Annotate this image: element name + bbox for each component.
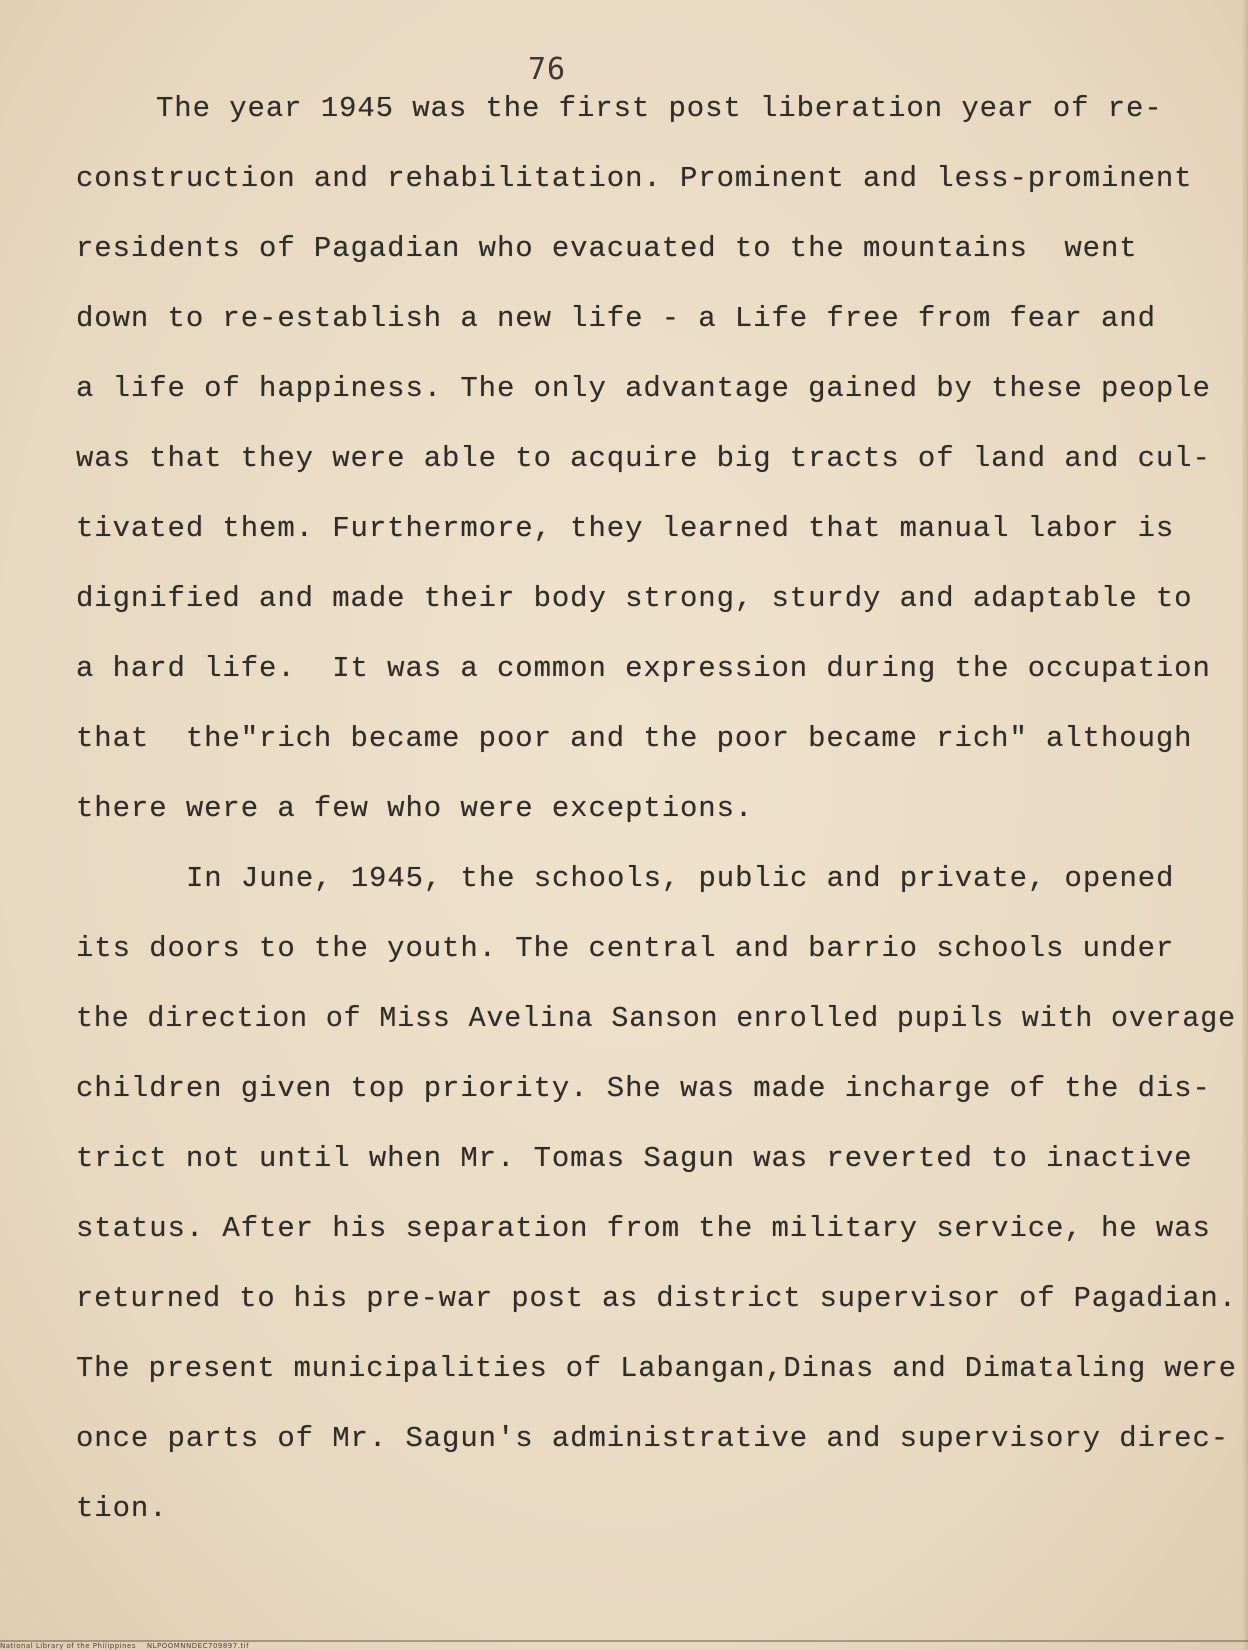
text-line: In June, 1945, the schools, public and private, opened <box>186 862 1175 895</box>
text-line: status. After his separation from the military service, he was <box>76 1212 1211 1245</box>
page-edge-shadow <box>1242 0 1248 1650</box>
text-line: construction and rehabilitation. Prominent and less-prominent <box>76 162 1193 195</box>
text-line: dignified and made their body strong, sturdy and adaptable to <box>76 582 1193 615</box>
text-line: there were a few who were exceptions. <box>76 792 754 825</box>
text-line: the direction of Miss Avelina Sanson enrolled pupils with overage <box>76 1002 1236 1035</box>
text-line: tivated them. Furthermore, they learned that manual labor is <box>76 512 1175 545</box>
page-number: 76 <box>528 52 567 87</box>
scan-footer: National Library of the Philippines NLPOOMNNDEC709897.tif <box>0 1642 250 1650</box>
text-line: a hard life. It was a common expression during the occupation <box>76 652 1211 685</box>
text-line: trict not until when Mr. Tomas Sagun was reverted to inactive <box>76 1142 1193 1175</box>
text-line: a life of happiness. The only advantage gained by these people <box>76 372 1211 405</box>
text-line: tion. <box>76 1492 168 1525</box>
text-line: down to re-establish a new life - a Life free from fear and <box>76 302 1156 335</box>
text-line: that the"rich became poor and the poor became rich" although <box>76 722 1193 755</box>
text-line: was that they were able to acquire big tracts of land and cul- <box>76 442 1211 475</box>
text-line: residents of Pagadian who evacuated to the mountains went <box>76 232 1138 265</box>
text-line: returned to his pre-war post as district supervisor of Pagadian. <box>76 1282 1237 1315</box>
text-line: once parts of Mr. Sagun's administrative and supervisory direc- <box>76 1422 1230 1455</box>
text-line: The year 1945 was the first post liberation year of re- <box>156 92 1163 125</box>
text-line: children given top priority. She was made incharge of the dis- <box>76 1072 1211 1105</box>
text-line: The present municipalities of Labangan,Dinas and Dimataling were <box>76 1352 1237 1385</box>
text-line: its doors to the youth. The central and barrio schools under <box>76 932 1175 965</box>
